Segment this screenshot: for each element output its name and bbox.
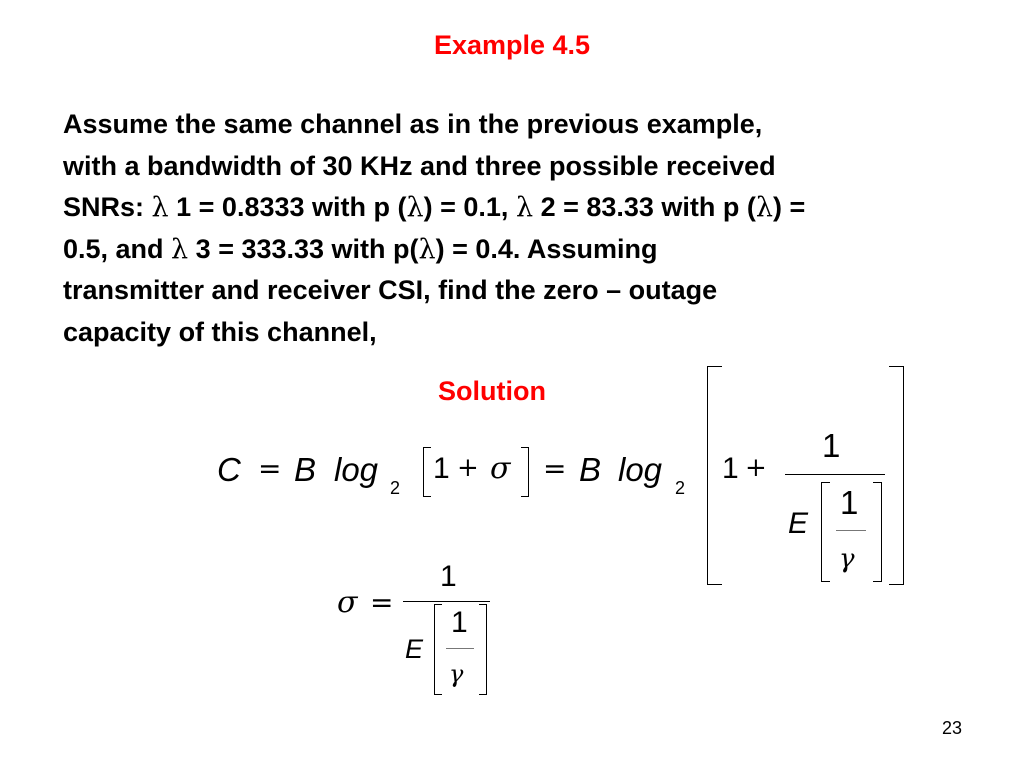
statement-text: 3 = 333.33 with p( bbox=[188, 233, 419, 264]
page-number: 23 bbox=[941, 718, 962, 738]
lambda-symbol: λ bbox=[515, 192, 534, 223]
plus-sign-2: + bbox=[745, 453, 767, 483]
statement-text: ) = bbox=[773, 192, 806, 222]
slide-title: Example 4.5 bbox=[433, 30, 591, 60]
def-fraction-bar bbox=[403, 601, 490, 602]
plus-sign: + bbox=[457, 453, 479, 483]
def-left-bracket bbox=[434, 604, 442, 695]
log-function: log bbox=[334, 451, 379, 488]
def-expectation-symbol: E bbox=[405, 634, 424, 664]
fraction-numerator: 1 bbox=[822, 427, 841, 464]
lambda-symbol: λ bbox=[406, 192, 424, 223]
expectation-symbol: E bbox=[788, 507, 809, 540]
statement-text: 2 = 83.33 with p ( bbox=[533, 192, 756, 222]
left-bracket bbox=[423, 447, 431, 497]
one: 1 bbox=[433, 452, 450, 485]
statement-text: with a bandwidth of 30 KHz and three possible received bbox=[63, 150, 776, 181]
log-function-2: log bbox=[618, 451, 663, 488]
lambda-symbol: λ bbox=[418, 233, 436, 265]
def-right-bracket bbox=[479, 604, 487, 695]
statement-line bbox=[63, 312, 1008, 354]
def-gamma-symbol: γ bbox=[449, 660, 464, 688]
big-left-bracket bbox=[707, 366, 722, 585]
bandwidth-symbol: B bbox=[294, 451, 317, 488]
capacity-symbol: C bbox=[217, 451, 241, 488]
inner-numerator: 1 bbox=[840, 484, 859, 521]
sigma-symbol: σ bbox=[490, 451, 511, 486]
def-numerator: 1 bbox=[440, 560, 457, 593]
statement-line bbox=[63, 229, 1008, 271]
inner-right-bracket bbox=[873, 482, 882, 582]
statement-text: transmitter and receiver CSI, find the zero – outage bbox=[63, 275, 718, 305]
statement-line bbox=[63, 146, 1008, 188]
problem-statement bbox=[63, 104, 1008, 353]
bandwidth-symbol-2: B bbox=[579, 451, 602, 488]
statement-text: 0.5, and bbox=[63, 233, 172, 264]
statement-text: SNRs: bbox=[63, 192, 152, 222]
def-inner-fraction-bar bbox=[446, 648, 474, 649]
statement-text: capacity of this channel, bbox=[63, 316, 377, 347]
lambda-symbol: λ bbox=[171, 233, 189, 265]
statement-line bbox=[63, 187, 1008, 229]
equals-sign-def: = bbox=[370, 586, 394, 619]
one-2: 1 bbox=[722, 452, 739, 485]
inner-fraction-bar bbox=[836, 530, 866, 531]
statement-text: ) = 0.4. Assuming bbox=[435, 233, 658, 264]
statement-text: Assume the same channel as in the previous example, bbox=[63, 109, 763, 139]
sigma-symbol-def: σ bbox=[337, 585, 358, 620]
log-base: 2 bbox=[390, 478, 401, 498]
statement-text: 1 = 0.8333 with p ( bbox=[168, 192, 407, 222]
big-right-bracket bbox=[889, 366, 904, 585]
log-base-2: 2 bbox=[675, 478, 686, 498]
statement-line bbox=[63, 104, 1008, 146]
equals-sign: = bbox=[258, 452, 282, 485]
right-bracket bbox=[521, 447, 529, 497]
statement-line bbox=[63, 270, 1008, 312]
equals-sign-2: = bbox=[543, 452, 567, 485]
gamma-symbol: γ bbox=[839, 544, 855, 574]
inner-left-bracket bbox=[821, 482, 830, 582]
lambda-symbol: λ bbox=[151, 192, 169, 223]
solution-heading: Solution bbox=[438, 376, 546, 406]
fraction-bar bbox=[785, 474, 885, 475]
statement-text: ) = 0.1, bbox=[423, 192, 516, 222]
def-inner-numerator: 1 bbox=[451, 606, 468, 639]
lambda-symbol: λ bbox=[755, 192, 774, 223]
